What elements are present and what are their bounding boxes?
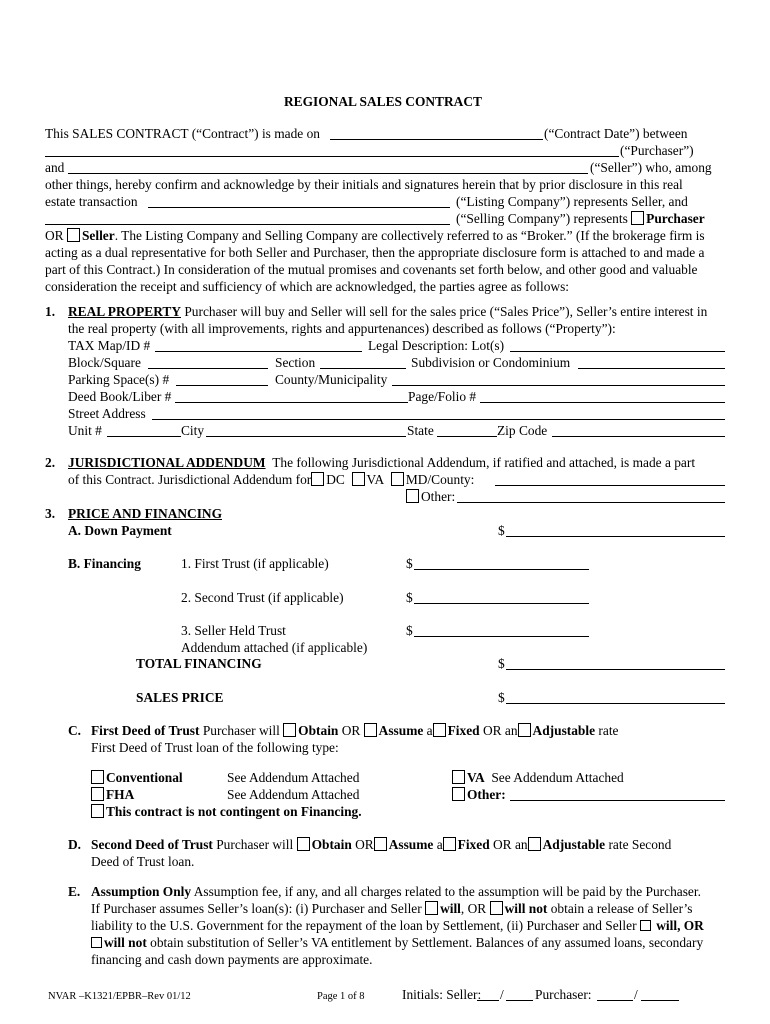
subdivision-field[interactable] <box>578 368 725 369</box>
city-field[interactable] <box>206 436 406 437</box>
va-checkbox[interactable] <box>352 472 365 486</box>
page-folio-label: Page/Folio # <box>408 389 477 404</box>
section-1-line-1 <box>68 304 707 320</box>
subdivision-label: Subdivision or Condominium <box>411 355 571 370</box>
first-trust-label: 1. First Trust (if applicable) <box>181 556 329 571</box>
purchaser-checkbox[interactable] <box>631 211 644 225</box>
sales-price-dollar: $ <box>498 690 505 705</box>
second-deed-a: a <box>433 837 443 852</box>
selling-company-field[interactable] <box>45 224 450 225</box>
intro-line-4: other things, hereby confirm and acknowledge by their initials and signatures herein that by prior disclosure in this real <box>45 177 683 192</box>
sales-price-field[interactable] <box>506 703 725 704</box>
assumption-line-3 <box>91 918 704 934</box>
second-deed-rate: rate Second <box>605 837 672 852</box>
listing-company-label: (“Listing Company”) represents Seller, and <box>456 194 688 209</box>
intro-line-9: part of this Contract.) In consideration of the mutual promises and covenants set forth below, and other good and valuable <box>45 262 698 277</box>
second-deed-adjustable-checkbox[interactable] <box>528 837 541 851</box>
assumption-text-1: Assumption fee, if any, and all charges related to the assumption will be paid by the Purchaser. <box>191 884 701 899</box>
va-option <box>452 770 624 786</box>
assumption-text-2a: If Purchaser assumes Seller’s loan(s): (i) Purchaser and Seller <box>91 901 422 916</box>
street-address-label: Street Address <box>68 406 146 421</box>
zip-field[interactable] <box>552 436 725 437</box>
selling-company-label: (“Selling Company”) represents <box>456 211 628 226</box>
release-will-not-label: will not <box>504 901 548 916</box>
parking-label: Parking Space(s) # <box>68 372 170 387</box>
conventional-label: Conventional <box>106 770 183 785</box>
fha-checkbox[interactable] <box>91 787 104 801</box>
contract-date-field[interactable] <box>330 139 543 140</box>
section-3-heading: PRICE AND FINANCING <box>68 506 222 521</box>
first-deed-adjustable-label: Adjustable <box>532 723 596 738</box>
contract-date-label: (“Contract Date”) between <box>544 126 688 141</box>
release-will-not-checkbox[interactable] <box>490 901 503 915</box>
total-financing-field[interactable] <box>506 669 725 670</box>
second-deed-obtain-label: Obtain <box>311 837 352 852</box>
release-or: , OR <box>460 901 487 916</box>
md-county-field[interactable] <box>495 485 725 486</box>
initials-purchaser-label: Purchaser: <box>535 987 592 1002</box>
md-checkbox[interactable] <box>391 472 404 486</box>
seller-held-field[interactable] <box>414 636 589 637</box>
release-will-checkbox[interactable] <box>425 901 438 915</box>
intro-line-8: acting as a dual representative for both Seller and Purchaser, then the appropriate disclosure form is attached to and made a <box>45 245 705 260</box>
section-2-number: 2. <box>45 455 56 470</box>
first-deed-line <box>91 723 618 739</box>
seller-held-trust-label: 3. Seller Held Trust <box>181 623 286 638</box>
state-field[interactable] <box>437 436 497 437</box>
second-deed-heading: Second Deed of Trust <box>91 837 213 852</box>
va-loan-checkbox[interactable] <box>452 770 465 784</box>
other-loan-label: Other: <box>467 787 506 802</box>
purchaser-initial-1-field[interactable] <box>597 1000 633 1001</box>
tax-map-label: TAX Map/ID # <box>68 338 151 353</box>
seller-label: (“Seller”) who, among <box>590 160 712 175</box>
legal-description-label: Legal Description: Lot(s) <box>368 338 505 353</box>
dc-checkbox[interactable] <box>311 472 324 486</box>
purchaser-option-label: Purchaser <box>646 211 705 226</box>
va-loan-label: VA <box>467 770 485 785</box>
block-square-field[interactable] <box>148 368 268 369</box>
parking-field[interactable] <box>176 385 268 386</box>
lots-field[interactable] <box>510 351 725 352</box>
deed-book-field[interactable] <box>175 402 408 403</box>
page-number: Page 1 of 8 <box>317 991 365 1002</box>
first-deed-assume-checkbox[interactable] <box>364 723 377 737</box>
county-label: County/Municipality <box>275 372 388 387</box>
other-jurisdiction <box>406 489 455 505</box>
section-1-number: 1. <box>45 304 56 319</box>
down-payment-dollar: $ <box>498 523 505 538</box>
initials-seller-label: Initials: Seller: <box>402 987 482 1002</box>
item-d-label: D. <box>68 837 82 852</box>
first-trust-dollar: $ <box>406 556 413 571</box>
intro-line-10: consideration the receipt and sufficiency of which are acknowledged, the parties agree as follows: <box>45 279 570 294</box>
assumption-heading: Assumption Only <box>91 884 192 899</box>
total-financing-dollar: $ <box>498 656 505 671</box>
fha-label: FHA <box>106 787 135 802</box>
page-folio-field[interactable] <box>480 402 725 403</box>
second-deed-line-2: Deed of Trust loan. <box>91 854 195 869</box>
intro-line-7 <box>45 228 705 244</box>
deed-book-label: Deed Book/Liber # <box>68 389 172 404</box>
or-label: OR <box>45 228 64 243</box>
conventional-checkbox[interactable] <box>91 770 104 784</box>
unit-field[interactable] <box>107 436 181 437</box>
dc-label: DC <box>326 472 345 487</box>
first-deed-line-2: First Deed of Trust loan of the following type: <box>91 740 339 755</box>
city-label: City <box>181 423 205 438</box>
seller-option-label: Seller <box>81 228 115 243</box>
seller-initial-2-field[interactable] <box>506 1000 533 1001</box>
first-trust-field[interactable] <box>414 569 589 570</box>
broker-text: . The Listing Company and Selling Company are collectively referred to as “Broker.” (If the brokerage firm is <box>114 228 705 243</box>
form-id: NVAR –K1321/EPBR–Rev 01/12 <box>48 991 191 1002</box>
sales-price-label: SALES PRICE <box>136 690 224 705</box>
down-payment-label: A. Down Payment <box>68 523 172 538</box>
section-label: Section <box>275 355 316 370</box>
down-payment-field[interactable] <box>506 536 725 537</box>
intro-line-1: This SALES CONTRACT (“Contract”) is made on <box>45 126 320 141</box>
fha-option <box>91 787 134 803</box>
conventional-option <box>91 770 183 786</box>
va-see-addendum: See Addendum Attached <box>491 770 624 785</box>
section-1-heading: REAL PROPERTY <box>68 304 181 319</box>
item-e-label: E. <box>68 884 81 899</box>
other-jurisdiction-label: Other: <box>421 489 456 504</box>
and-label: and <box>45 160 65 175</box>
tax-map-field[interactable] <box>155 351 362 352</box>
second-trust-field[interactable] <box>414 603 589 604</box>
substitution-will-not-label: will not <box>104 935 147 950</box>
financing-label: B. Financing <box>68 556 141 571</box>
assumption-line-4 <box>91 935 703 951</box>
seller-initial-1-field[interactable] <box>477 1000 499 1001</box>
first-deed-rate: rate <box>595 723 619 738</box>
substitution-will-not-checkbox[interactable] <box>91 937 102 948</box>
addendum-attached-label: Addendum attached (if applicable) <box>181 640 368 655</box>
listing-company-field[interactable] <box>148 207 450 208</box>
other-loan-option <box>452 787 506 803</box>
second-deed-will: Purchaser will <box>212 837 294 852</box>
purchaser-initials-slash: / <box>634 987 638 1002</box>
other-loan-field[interactable] <box>510 800 725 801</box>
section-3-number: 3. <box>45 506 56 521</box>
first-deed-or: OR <box>338 723 361 738</box>
section-field[interactable] <box>320 368 406 369</box>
conventional-see-addendum: See Addendum Attached <box>227 770 360 785</box>
release-will-label: will <box>440 901 461 916</box>
va-label: VA <box>366 472 385 487</box>
first-deed-obtain-label: Obtain <box>298 723 339 738</box>
first-deed-adjustable-checkbox[interactable] <box>518 723 531 737</box>
second-deed-or: OR <box>351 837 374 852</box>
assumption-text-2b: obtain a release of Seller’s <box>547 901 693 916</box>
not-contingent-checkbox[interactable] <box>91 804 104 818</box>
other-loan-checkbox[interactable] <box>452 787 465 801</box>
second-deed-obtain-checkbox[interactable] <box>297 837 310 851</box>
assumption-text-3: liability to the U.S. Government for the repayment of the loan by Settlement, (ii) Purchaser and Seller <box>91 918 637 933</box>
estate-transaction-label: estate transaction <box>45 194 138 209</box>
seller-field[interactable] <box>68 173 588 174</box>
block-square-label: Block/Square <box>68 355 141 370</box>
zip-label: Zip Code <box>497 423 548 438</box>
first-deed-or-an: OR an <box>479 723 518 738</box>
second-deed-line <box>91 837 671 853</box>
seller-checkbox[interactable] <box>67 228 80 242</box>
not-contingent-option <box>91 804 362 820</box>
unit-label: Unit # <box>68 423 102 438</box>
section-2-text-1: The following Jurisdictional Addendum, if ratified and attached, is made a part <box>272 455 696 470</box>
state-label: State <box>407 423 434 438</box>
assumption-line-5: financing and cash down payments are approximate. <box>91 952 373 967</box>
page-title: REGIONAL SALES CONTRACT <box>284 94 482 109</box>
section-2-line-1 <box>68 455 695 471</box>
second-deed-fixed-label: Fixed <box>457 837 490 852</box>
section-2-heading: JURISDICTIONAL ADDENDUM <box>68 455 266 470</box>
total-financing-label: TOTAL FINANCING <box>136 656 262 671</box>
second-trust-label: 2. Second Trust (if applicable) <box>181 590 344 605</box>
item-c-label: C. <box>68 723 82 738</box>
assumption-line-2 <box>91 901 693 917</box>
first-deed-obtain-checkbox[interactable] <box>283 723 296 737</box>
section-2-text-2: of this Contract. Jurisdictional Addendum for <box>68 472 312 487</box>
seller-initials-slash: / <box>500 987 504 1002</box>
other-jurisdiction-checkbox[interactable] <box>406 489 419 503</box>
county-field[interactable] <box>392 385 725 386</box>
assumption-text-4: obtain substitution of Seller’s VA entitlement by Settlement. Balances of any assumed loans, secondary <box>146 935 704 950</box>
first-deed-fixed-label: Fixed <box>447 723 480 738</box>
second-deed-fixed-checkbox[interactable] <box>443 837 456 851</box>
first-deed-assume-label: Assume <box>378 723 424 738</box>
not-contingent-label: This contract is not contingent on Financing. <box>106 804 362 819</box>
street-address-field[interactable] <box>152 419 725 420</box>
purchaser-field[interactable] <box>45 156 619 157</box>
second-trust-dollar: $ <box>406 590 413 605</box>
other-jurisdiction-field[interactable] <box>457 502 725 503</box>
second-deed-or-an: OR an <box>489 837 528 852</box>
substitution-will-label: will, OR <box>652 918 704 933</box>
substitution-will-checkbox[interactable] <box>640 920 651 931</box>
md-county-label: MD/County: <box>405 472 475 487</box>
first-deed-a: a <box>423 723 433 738</box>
second-deed-assume-label: Assume <box>388 837 434 852</box>
purchaser-label: (“Purchaser”) <box>620 143 694 158</box>
seller-held-dollar: $ <box>406 623 413 638</box>
section-1-text-1: Purchaser will buy and Seller will sell for the sales price (“Sales Price”), Seller’s entire interest in <box>181 304 708 319</box>
first-deed-fixed-checkbox[interactable] <box>433 723 446 737</box>
section-2-line-2 <box>68 472 474 488</box>
purchaser-initial-2-field[interactable] <box>641 1000 679 1001</box>
second-deed-assume-checkbox[interactable] <box>374 837 387 851</box>
fha-see-addendum: See Addendum Attached <box>227 787 360 802</box>
first-deed-heading: First Deed of Trust <box>91 723 200 738</box>
selling-company-line <box>456 211 705 227</box>
section-1-text-2: the real property (with all improvements, rights and appurtenances) described as follows (“Property”): <box>68 321 616 336</box>
first-deed-will: Purchaser will <box>199 723 280 738</box>
assumption-line-1 <box>91 884 701 900</box>
second-deed-adjustable-label: Adjustable <box>542 837 606 852</box>
